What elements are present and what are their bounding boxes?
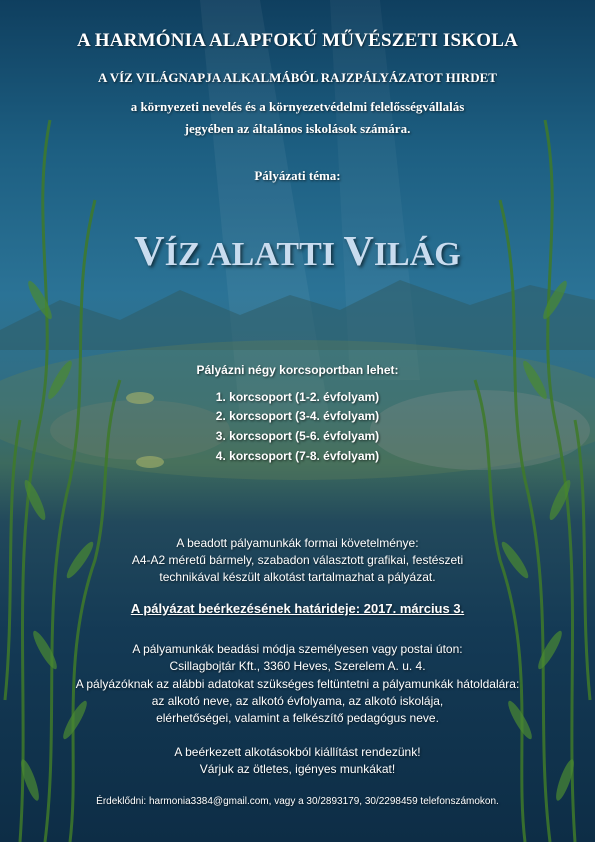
title-part-2: ILÁG: [373, 236, 461, 273]
submission-address: Csillagbojtár Kft., 3360 Heves, Szerelem A. u. 4.: [169, 659, 426, 673]
title-initial: V: [134, 229, 165, 275]
submission-line-4: az alkotó neve, az alkotó évfolyama, az alkotó iskolája,: [151, 694, 444, 708]
requirements-line-1: A4-A2 méretű bármely, szabadon választott grafikai, festészeti: [131, 553, 464, 567]
submission-line-3: A pályázóknak az alábbi adatokat szükséges feltüntetni a pályamunkák hátoldalára:: [75, 677, 520, 691]
title-initial-2: V: [343, 229, 374, 275]
theme-label: Pályázati téma:: [254, 168, 341, 183]
deadline: A pályázat beérkezésének határideje: 2017. március 3.: [130, 601, 465, 616]
contact-info: Érdeklődni: harmonia3384@gmail.com, vagy a 30/2893179, 30/2298459 telefonszámokon.: [96, 796, 499, 807]
requirements-line-2: technikával készült alkotást tartalmazhat a pályázat.: [159, 570, 436, 584]
announcement: A VÍZ VILÁGNAPJA ALKALMÁBÓL RAJZPÁLYÁZATOT HIRDET: [98, 70, 497, 85]
age-group-4: 4. korcsoport (7-8. évfolyam): [215, 449, 380, 463]
subtitle-line-1: a környezeti nevelés és a környezetvédelmi felelősségvállalás: [130, 99, 465, 114]
exhibition-line-1: A beérkezett alkotásokból kiállítást rendezünk!: [174, 745, 421, 759]
age-groups-intro: Pályázni négy korcsoportban lehet:: [196, 363, 399, 377]
exhibition-line-2: Várjuk az ötletes, igényes munkákat!: [199, 762, 396, 776]
age-group-3: 3. korcsoport (5-6. évfolyam): [215, 429, 380, 443]
theme-title: [0, 228, 595, 276]
title-part-1: ÍZ ALATTI: [164, 236, 344, 273]
subtitle-line-2: jegyében az általános iskolások számára.: [184, 121, 411, 136]
age-group-1: 1. korcsoport (1-2. évfolyam): [215, 390, 380, 404]
age-group-2: 2. korcsoport (3-4. évfolyam): [215, 409, 380, 423]
submission-line-5: elérhetőségei, valamint a felkészítő pedagógus neve.: [156, 711, 439, 725]
submission-line-1: A pályamunkák beadási módja személyesen vagy postai úton:: [132, 642, 463, 656]
requirements-title: A beadott pályamunkák formai követelménye:: [176, 536, 419, 550]
school-name: A HARMÓNIA ALAPFOKÚ MŰVÉSZETI ISKOLA: [76, 30, 519, 51]
